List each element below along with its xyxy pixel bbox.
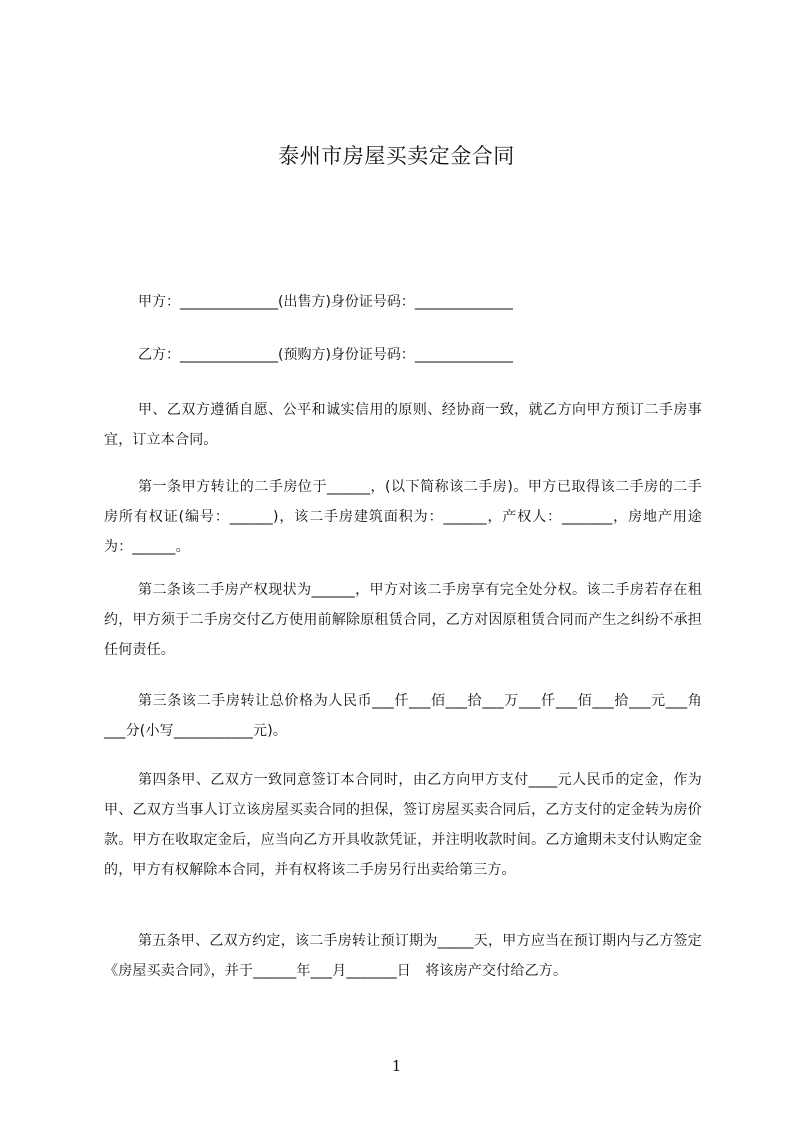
preamble-paragraph: 甲、乙双方遵循自愿、公平和诚实信用的原则、经协商一致，就乙方向甲方预订二手房事宜，订立本合同。: [104, 402, 702, 448]
party-a-line: 甲方：______________(出售方)身份证号码：______________: [138, 294, 513, 310]
party-b-line: 乙方：______________(预购方)身份证号码：______________: [138, 347, 513, 363]
page-number: 1: [391, 1057, 402, 1075]
document-title: 泰州市房屋买卖定金合同: [278, 144, 515, 168]
article-4-paragraph: 第四条甲、乙双方一致同意签订本合同时，由乙方向甲方支付____元人民币的定金，作为甲、乙双方当事人订立该房屋买卖合同的担保，签订房屋买卖合同后，乙方支付的定金转为房价款。甲方在收取定金后，应当向乙方开具收款凭证，并注明收款时间。乙方逾期未支付认购定金的，甲方有权解除本合同，并有权将该二手房另行出卖给第三方。: [104, 772, 702, 878]
article-5-paragraph: 第五条甲、乙双方约定，该二手房转让预订期为_____天，甲方应当在预订期内与乙方签定《房屋买卖合同》，并于______年___月_______日 将该房产交付给乙方。: [104, 933, 702, 979]
article-3-paragraph: 第三条该二手房转让总价格为人民币___仟___佰___拾___万___仟___佰___拾___元___角___分(小写___________元)。: [104, 693, 702, 739]
article-2-paragraph: 第二条该二手房产权现状为______，甲方对该二手房享有完全处分权。该二手房若存在租约，甲方须于二手房交付乙方使用前解除原租赁合同，乙方对因原租赁合同而产生之纠纷不承担任何责任。: [104, 582, 702, 658]
article-1-paragraph: 第一条甲方转让的二手房位于______，(以下简称该二手房)。甲方已取得该二手房的二手房所有权证(编号：______)，该二手房建筑面积为：______，产权人：_______，房地产用途为：______。: [104, 479, 702, 555]
